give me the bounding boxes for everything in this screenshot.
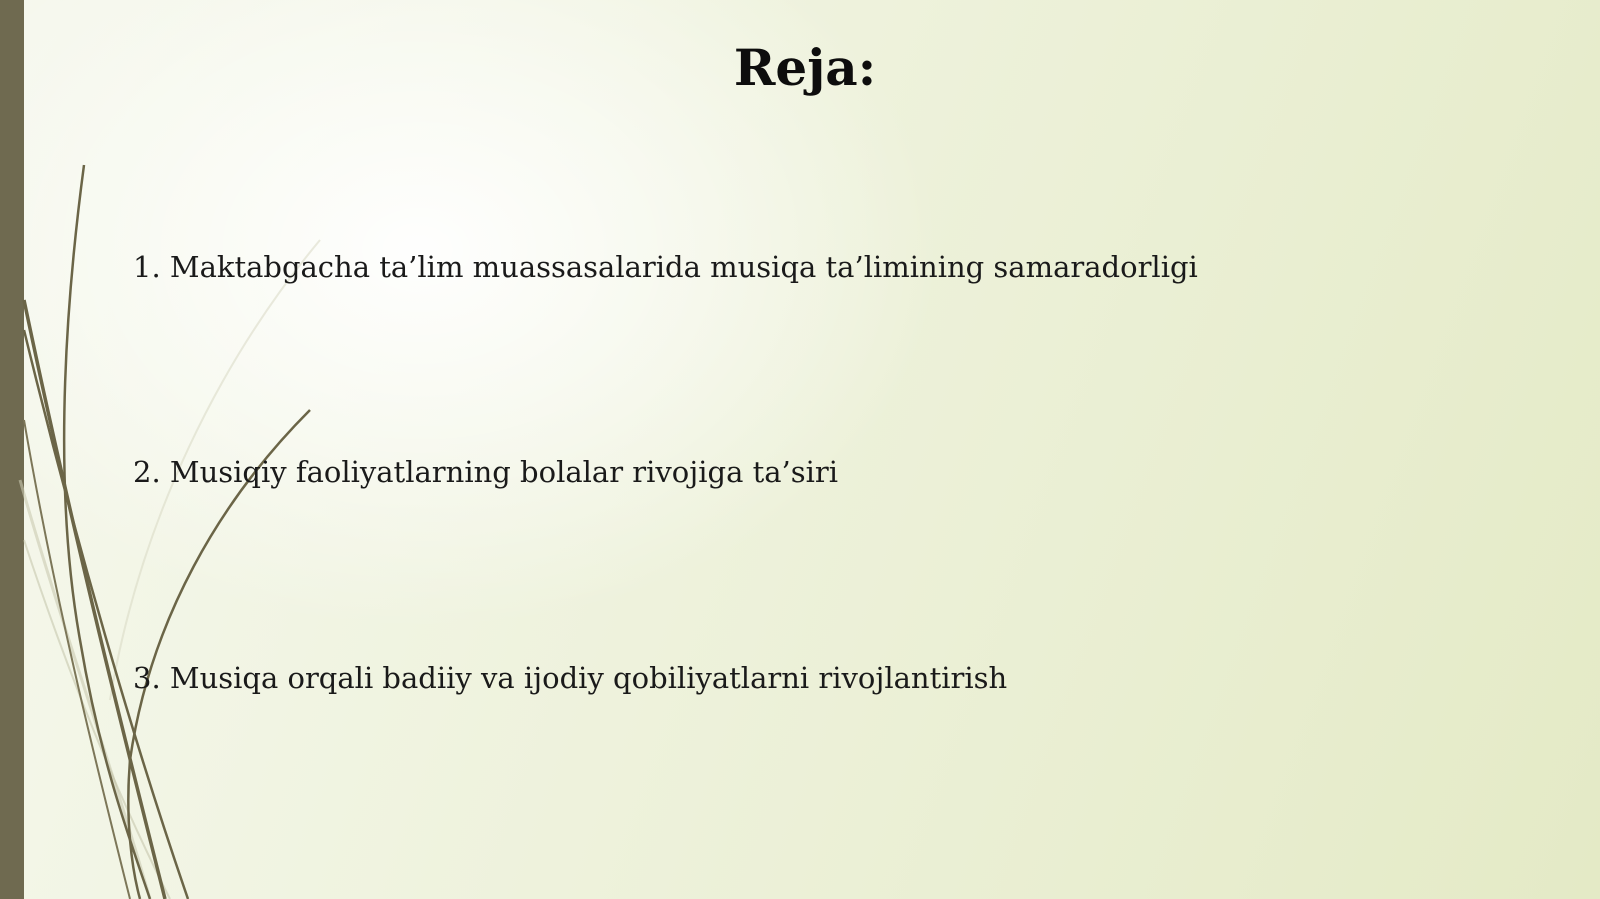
plan-item-3: 3. Musiqa orqali badiiy va ijodiy qobiliyatlarni rivojlantirish: [133, 661, 1008, 695]
slide-title: Reja:: [733, 38, 877, 97]
plan-item-1: 1. Maktabgacha ta’lim muassasalarida musiqa ta’limining samaradorligi: [133, 250, 1198, 284]
grass-decoration-icon: [0, 0, 400, 899]
plan-item-2: 2. Musiqiy faoliyatlarning bolalar rivojiga ta’siri: [133, 455, 839, 489]
